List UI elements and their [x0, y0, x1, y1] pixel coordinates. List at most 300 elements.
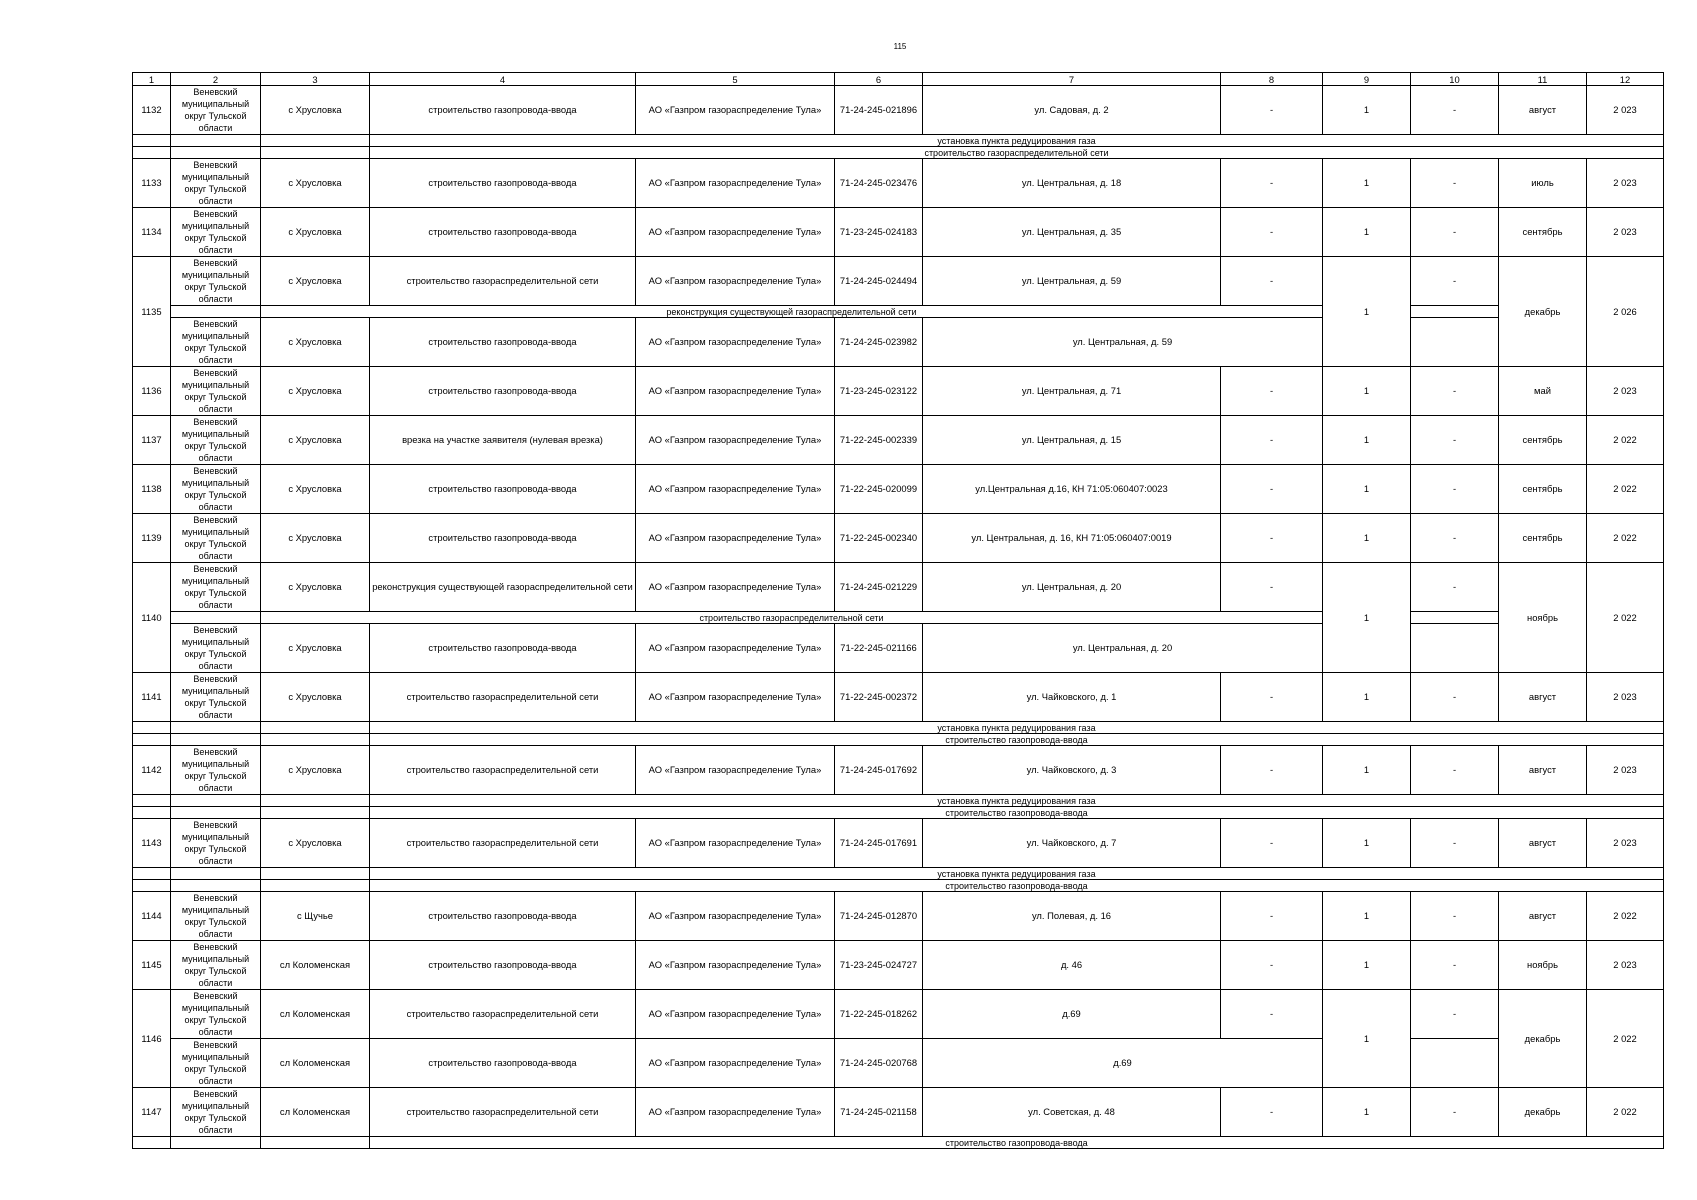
- month: декабрь: [1499, 257, 1587, 367]
- column-8-value: -: [1221, 941, 1323, 990]
- settlement: с Хрусловка: [261, 367, 370, 416]
- column-10-value: -: [1411, 673, 1499, 722]
- work-type: строительство газопровода-ввода: [370, 318, 636, 367]
- application-code: 71-24-245-021158: [835, 1088, 923, 1137]
- column-number: 8: [1221, 73, 1323, 86]
- municipality: Веневский муниципальный округ Тульской области: [171, 159, 261, 208]
- application-code: 71-24-245-024494: [835, 257, 923, 306]
- sub-work-type: установка пункта редуцирования газа: [370, 135, 1664, 147]
- settlement: с Хрусловка: [261, 624, 370, 673]
- column-9-value: 1: [1323, 746, 1411, 795]
- empty-cell: [171, 868, 261, 880]
- company: АО «Газпром газораспределение Тула»: [636, 465, 835, 514]
- municipality: Веневский муниципальный округ Тульской области: [171, 1039, 261, 1088]
- sub-row: [133, 722, 1664, 734]
- register-body: [133, 73, 1664, 1149]
- settlement: с Хрусловка: [261, 257, 370, 306]
- table-row: [133, 208, 1664, 257]
- settlement: с Щучье: [261, 892, 370, 941]
- year: 2 022: [1587, 514, 1664, 563]
- work-type: строительство газораспределительной сети: [370, 673, 636, 722]
- column-10-value: -: [1411, 416, 1499, 465]
- application-code: 71-22-245-002339: [835, 416, 923, 465]
- settlement: сл Коломенская: [261, 1088, 370, 1137]
- column-8-value: -: [1221, 819, 1323, 868]
- column-9-value: 1: [1323, 159, 1411, 208]
- municipality: Веневский муниципальный округ Тульской области: [171, 367, 261, 416]
- table-row: [133, 673, 1664, 722]
- work-type: врезка на участке заявителя (нулевая врезка): [370, 416, 636, 465]
- municipality: Веневский муниципальный округ Тульской области: [171, 257, 261, 306]
- column-10-value: -: [1411, 86, 1499, 135]
- empty-cell: [133, 135, 171, 147]
- address: ул. Центральная, д. 16, КН 71:05:060407:0019: [923, 514, 1221, 563]
- table-row: [133, 1088, 1664, 1137]
- table-row: [133, 257, 1664, 306]
- row-number: 1142: [133, 746, 171, 795]
- settlement: с Хрусловка: [261, 416, 370, 465]
- column-10-value: -: [1411, 563, 1499, 612]
- year: 2 022: [1587, 465, 1664, 514]
- column-number: 2: [171, 73, 261, 86]
- month: сентябрь: [1499, 416, 1587, 465]
- register-table: [132, 72, 1664, 1149]
- empty-cell: [171, 880, 261, 892]
- column-10-value: -: [1411, 892, 1499, 941]
- application-code: 71-23-245-024183: [835, 208, 923, 257]
- municipality: Веневский муниципальный округ Тульской области: [171, 624, 261, 673]
- municipality: Веневский муниципальный округ Тульской области: [171, 990, 261, 1039]
- sub-row: [133, 612, 1664, 624]
- company: АО «Газпром газораспределение Тула»: [636, 257, 835, 306]
- work-type: строительство газопровода-ввода: [370, 465, 636, 514]
- month: июль: [1499, 159, 1587, 208]
- row-number: 1147: [133, 1088, 171, 1137]
- company: АО «Газпром газораспределение Тула»: [636, 819, 835, 868]
- column-8-value: -: [1221, 86, 1323, 135]
- row-number: 1140: [133, 563, 171, 673]
- table-row: [133, 514, 1664, 563]
- application-code: 71-23-245-024727: [835, 941, 923, 990]
- address: ул. Советская, д. 48: [923, 1088, 1221, 1137]
- company: АО «Газпром газораспределение Тула»: [636, 208, 835, 257]
- application-code: 71-23-245-023122: [835, 367, 923, 416]
- empty-cell: [133, 1137, 171, 1149]
- application-code: 71-24-245-020768: [835, 1039, 923, 1088]
- column-8-value: -: [1221, 465, 1323, 514]
- sub-row: [133, 734, 1664, 746]
- sub-row: [133, 147, 1664, 159]
- month: май: [1499, 367, 1587, 416]
- sub-row: [133, 868, 1664, 880]
- year: 2 023: [1587, 367, 1664, 416]
- month: декабрь: [1499, 1088, 1587, 1137]
- company: АО «Газпром газораспределение Тула»: [636, 1088, 835, 1137]
- row-number: 1144: [133, 892, 171, 941]
- table-row: [133, 941, 1664, 990]
- empty-cell: [133, 147, 171, 159]
- empty-cell: [261, 880, 370, 892]
- table-row: [133, 416, 1664, 465]
- municipality: Веневский муниципальный округ Тульской области: [171, 941, 261, 990]
- work-type: строительство газопровода-ввода: [370, 208, 636, 257]
- column-8-value: -: [1221, 367, 1323, 416]
- settlement: с Хрусловка: [261, 673, 370, 722]
- work-type: строительство газораспределительной сети: [370, 746, 636, 795]
- company: АО «Газпром газораспределение Тула»: [636, 673, 835, 722]
- column-number: 9: [1323, 73, 1411, 86]
- empty-cell: [171, 147, 261, 159]
- column-8-value: -: [1221, 563, 1323, 612]
- column-number: 5: [636, 73, 835, 86]
- column-10-value: -: [1411, 819, 1499, 868]
- empty-cell: [1411, 306, 1499, 318]
- empty-cell: [261, 135, 370, 147]
- municipality: Веневский муниципальный округ Тульской области: [171, 86, 261, 135]
- empty-cell: [261, 722, 370, 734]
- sub-work-type: установка пункта редуцирования газа: [370, 795, 1664, 807]
- column-9-value: 1: [1323, 208, 1411, 257]
- row-number: 1145: [133, 941, 171, 990]
- sub-row: [133, 807, 1664, 819]
- month: сентябрь: [1499, 465, 1587, 514]
- settlement: с Хрусловка: [261, 746, 370, 795]
- company: АО «Газпром газораспределение Тула»: [636, 159, 835, 208]
- work-type: строительство газопровода-ввода: [370, 941, 636, 990]
- address: ул. Центральная, д. 59: [923, 318, 1323, 367]
- address: д. 46: [923, 941, 1221, 990]
- sub-row: [133, 1137, 1664, 1149]
- table-row: [133, 990, 1664, 1039]
- empty-cell: [261, 734, 370, 746]
- row-number: 1136: [133, 367, 171, 416]
- column-10-value: -: [1411, 257, 1499, 306]
- company: АО «Газпром газораспределение Тула»: [636, 563, 835, 612]
- table-row: [133, 318, 1664, 367]
- settlement: сл Коломенская: [261, 941, 370, 990]
- municipality: Веневский муниципальный округ Тульской области: [171, 1088, 261, 1137]
- work-type: строительство газопровода-ввода: [370, 624, 636, 673]
- sub-work-type: строительство газораспределительной сети: [261, 612, 1323, 624]
- address: ул. Чайковского, д. 7: [923, 819, 1221, 868]
- empty-cell: [1411, 318, 1499, 367]
- application-code: 71-22-245-018262: [835, 990, 923, 1039]
- column-10-value: -: [1411, 990, 1499, 1039]
- row-number: 1135: [133, 257, 171, 367]
- company: АО «Газпром газораспределение Тула»: [636, 367, 835, 416]
- column-9-value: 1: [1323, 673, 1411, 722]
- column-8-value: -: [1221, 673, 1323, 722]
- work-type: строительство газораспределительной сети: [370, 257, 636, 306]
- empty-cell: [171, 306, 261, 318]
- month: ноябрь: [1499, 941, 1587, 990]
- settlement: с Хрусловка: [261, 465, 370, 514]
- work-type: строительство газораспределительной сети: [370, 990, 636, 1039]
- table-row: [133, 746, 1664, 795]
- year: 2 023: [1587, 673, 1664, 722]
- settlement: с Хрусловка: [261, 318, 370, 367]
- column-9-value: 1: [1323, 514, 1411, 563]
- column-8-value: -: [1221, 159, 1323, 208]
- address: ул. Центральная, д. 71: [923, 367, 1221, 416]
- row-number: 1134: [133, 208, 171, 257]
- empty-cell: [171, 135, 261, 147]
- settlement: сл Коломенская: [261, 1039, 370, 1088]
- address: ул. Центральная, д. 18: [923, 159, 1221, 208]
- company: АО «Газпром газораспределение Тула»: [636, 746, 835, 795]
- municipality: Веневский муниципальный округ Тульской области: [171, 208, 261, 257]
- year: 2 022: [1587, 892, 1664, 941]
- sub-work-type: строительство газопровода-ввода: [370, 734, 1664, 746]
- column-9-value: 1: [1323, 819, 1411, 868]
- column-10-value: -: [1411, 1088, 1499, 1137]
- year: 2 022: [1587, 416, 1664, 465]
- settlement: с Хрусловка: [261, 208, 370, 257]
- column-8-value: -: [1221, 892, 1323, 941]
- address: ул. Центральная, д. 35: [923, 208, 1221, 257]
- column-number: 6: [835, 73, 923, 86]
- address: д.69: [923, 990, 1221, 1039]
- column-10-value: -: [1411, 941, 1499, 990]
- empty-cell: [261, 807, 370, 819]
- empty-cell: [133, 807, 171, 819]
- column-9-value: 1: [1323, 1088, 1411, 1137]
- table-row: [133, 892, 1664, 941]
- sub-work-type: строительство газопровода-ввода: [370, 1137, 1664, 1149]
- settlement: сл Коломенская: [261, 990, 370, 1039]
- application-code: 71-24-245-023476: [835, 159, 923, 208]
- sub-row: [133, 880, 1664, 892]
- work-type: строительство газопровода-ввода: [370, 892, 636, 941]
- company: АО «Газпром газораспределение Тула»: [636, 416, 835, 465]
- column-8-value: -: [1221, 416, 1323, 465]
- column-9-value: 1: [1323, 257, 1411, 367]
- empty-cell: [261, 1137, 370, 1149]
- column-9-value: 1: [1323, 990, 1411, 1088]
- table-row: [133, 1039, 1664, 1088]
- empty-cell: [261, 795, 370, 807]
- table-row: [133, 624, 1664, 673]
- page-number: 115: [893, 42, 907, 51]
- address: ул. Садовая, д. 2: [923, 86, 1221, 135]
- application-code: 71-24-245-023982: [835, 318, 923, 367]
- month: декабрь: [1499, 990, 1587, 1088]
- application-code: 71-24-245-021896: [835, 86, 923, 135]
- address: ул. Чайковского, д. 3: [923, 746, 1221, 795]
- address: ул. Полевая, д. 16: [923, 892, 1221, 941]
- company: АО «Газпром газораспределение Тула»: [636, 990, 835, 1039]
- year: 2 023: [1587, 819, 1664, 868]
- work-type: строительство газопровода-ввода: [370, 159, 636, 208]
- month: август: [1499, 819, 1587, 868]
- column-10-value: -: [1411, 514, 1499, 563]
- column-number: 11: [1499, 73, 1587, 86]
- work-type: строительство газопровода-ввода: [370, 367, 636, 416]
- year: 2 022: [1587, 1088, 1664, 1137]
- empty-cell: [261, 868, 370, 880]
- column-8-value: -: [1221, 257, 1323, 306]
- table-row: [133, 465, 1664, 514]
- year: 2 023: [1587, 159, 1664, 208]
- application-code: 71-22-245-021166: [835, 624, 923, 673]
- empty-cell: [1411, 1039, 1499, 1088]
- work-type: строительство газораспределительной сети: [370, 819, 636, 868]
- column-number: 7: [923, 73, 1221, 86]
- work-type: строительство газопровода-ввода: [370, 1039, 636, 1088]
- sub-work-type: строительство газораспределительной сети: [370, 147, 1664, 159]
- column-10-value: -: [1411, 208, 1499, 257]
- address: ул. Центральная, д. 15: [923, 416, 1221, 465]
- settlement: с Хрусловка: [261, 514, 370, 563]
- application-code: 71-22-245-020099: [835, 465, 923, 514]
- column-8-value: -: [1221, 746, 1323, 795]
- table-row: [133, 819, 1664, 868]
- address: ул. Центральная, д. 59: [923, 257, 1221, 306]
- company: АО «Газпром газораспределение Тула»: [636, 941, 835, 990]
- row-number: 1143: [133, 819, 171, 868]
- settlement: с Хрусловка: [261, 159, 370, 208]
- column-number: 12: [1587, 73, 1664, 86]
- row-number: 1138: [133, 465, 171, 514]
- empty-cell: [1411, 612, 1499, 624]
- table-row: [133, 86, 1664, 135]
- company: АО «Газпром газораспределение Тула»: [636, 1039, 835, 1088]
- sub-work-type: строительство газопровода-ввода: [370, 880, 1664, 892]
- column-number: 4: [370, 73, 636, 86]
- address: ул. Чайковского, д. 1: [923, 673, 1221, 722]
- address: ул. Центральная, д. 20: [923, 624, 1323, 673]
- month: август: [1499, 86, 1587, 135]
- municipality: Веневский муниципальный округ Тульской области: [171, 819, 261, 868]
- municipality: Веневский муниципальный округ Тульской области: [171, 465, 261, 514]
- sub-work-type: строительство газопровода-ввода: [370, 807, 1664, 819]
- year: 2 023: [1587, 86, 1664, 135]
- address: ул.Центральная д.16, КН 71:05:060407:0023: [923, 465, 1221, 514]
- column-8-value: -: [1221, 514, 1323, 563]
- empty-cell: [171, 1137, 261, 1149]
- column-9-value: 1: [1323, 465, 1411, 514]
- column-8-value: -: [1221, 1088, 1323, 1137]
- column-10-value: -: [1411, 159, 1499, 208]
- column-number: 1: [133, 73, 171, 86]
- sub-work-type: установка пункта редуцирования газа: [370, 868, 1664, 880]
- month: сентябрь: [1499, 208, 1587, 257]
- sub-work-type: установка пункта редуцирования газа: [370, 722, 1664, 734]
- municipality: Веневский муниципальный округ Тульской области: [171, 746, 261, 795]
- company: АО «Газпром газораспределение Тула»: [636, 624, 835, 673]
- empty-cell: [171, 807, 261, 819]
- row-number: 1146: [133, 990, 171, 1088]
- empty-cell: [133, 734, 171, 746]
- year: 2 026: [1587, 257, 1664, 367]
- empty-cell: [133, 880, 171, 892]
- year: 2 022: [1587, 563, 1664, 673]
- empty-cell: [171, 612, 261, 624]
- column-9-value: 1: [1323, 416, 1411, 465]
- empty-cell: [171, 734, 261, 746]
- column-8-value: -: [1221, 990, 1323, 1039]
- settlement: с Хрусловка: [261, 563, 370, 612]
- company: АО «Газпром газораспределение Тула»: [636, 86, 835, 135]
- municipality: Веневский муниципальный округ Тульской области: [171, 673, 261, 722]
- empty-cell: [171, 795, 261, 807]
- company: АО «Газпром газораспределение Тула»: [636, 318, 835, 367]
- work-type: строительство газопровода-ввода: [370, 86, 636, 135]
- municipality: Веневский муниципальный округ Тульской области: [171, 514, 261, 563]
- sub-row: [133, 135, 1664, 147]
- sub-work-type: реконструкция существующей газораспределительной сети: [261, 306, 1323, 318]
- column-number: 10: [1411, 73, 1499, 86]
- address: ул. Центральная, д. 20: [923, 563, 1221, 612]
- row-number: 1139: [133, 514, 171, 563]
- table-row: [133, 159, 1664, 208]
- application-code: 71-24-245-012870: [835, 892, 923, 941]
- sub-row: [133, 795, 1664, 807]
- month: август: [1499, 892, 1587, 941]
- application-code: 71-24-245-021229: [835, 563, 923, 612]
- municipality: Веневский муниципальный округ Тульской области: [171, 563, 261, 612]
- column-10-value: -: [1411, 746, 1499, 795]
- row-number: 1132: [133, 86, 171, 135]
- year: 2 023: [1587, 746, 1664, 795]
- empty-cell: [1411, 624, 1499, 673]
- column-9-value: 1: [1323, 563, 1411, 673]
- column-10-value: -: [1411, 465, 1499, 514]
- row-number: 1141: [133, 673, 171, 722]
- company: АО «Газпром газораспределение Тула»: [636, 514, 835, 563]
- work-type: реконструкция существующей газораспределительной сети: [370, 563, 636, 612]
- year: 2 022: [1587, 990, 1664, 1088]
- empty-cell: [133, 795, 171, 807]
- work-type: строительство газораспределительной сети: [370, 1088, 636, 1137]
- municipality: Веневский муниципальный округ Тульской области: [171, 416, 261, 465]
- column-number: 3: [261, 73, 370, 86]
- empty-cell: [261, 147, 370, 159]
- municipality: Веневский муниципальный округ Тульской области: [171, 318, 261, 367]
- column-9-value: 1: [1323, 367, 1411, 416]
- empty-cell: [133, 722, 171, 734]
- address: д.69: [923, 1039, 1323, 1088]
- application-code: 71-22-245-002340: [835, 514, 923, 563]
- month: сентябрь: [1499, 514, 1587, 563]
- settlement: с Хрусловка: [261, 86, 370, 135]
- application-code: 71-24-245-017691: [835, 819, 923, 868]
- column-9-value: 1: [1323, 892, 1411, 941]
- company: АО «Газпром газораспределение Тула»: [636, 892, 835, 941]
- work-type: строительство газопровода-ввода: [370, 514, 636, 563]
- row-number: 1137: [133, 416, 171, 465]
- empty-cell: [133, 868, 171, 880]
- row-number: 1133: [133, 159, 171, 208]
- table-row: [133, 563, 1664, 612]
- empty-cell: [171, 722, 261, 734]
- table-row: [133, 367, 1664, 416]
- month: август: [1499, 746, 1587, 795]
- year: 2 023: [1587, 208, 1664, 257]
- column-10-value: -: [1411, 367, 1499, 416]
- column-9-value: 1: [1323, 941, 1411, 990]
- year: 2 023: [1587, 941, 1664, 990]
- column-8-value: -: [1221, 208, 1323, 257]
- column-number-row: [133, 73, 1664, 86]
- municipality: Веневский муниципальный округ Тульской области: [171, 892, 261, 941]
- column-9-value: 1: [1323, 86, 1411, 135]
- month: ноябрь: [1499, 563, 1587, 673]
- settlement: с Хрусловка: [261, 819, 370, 868]
- application-code: 71-22-245-002372: [835, 673, 923, 722]
- month: август: [1499, 673, 1587, 722]
- application-code: 71-24-245-017692: [835, 746, 923, 795]
